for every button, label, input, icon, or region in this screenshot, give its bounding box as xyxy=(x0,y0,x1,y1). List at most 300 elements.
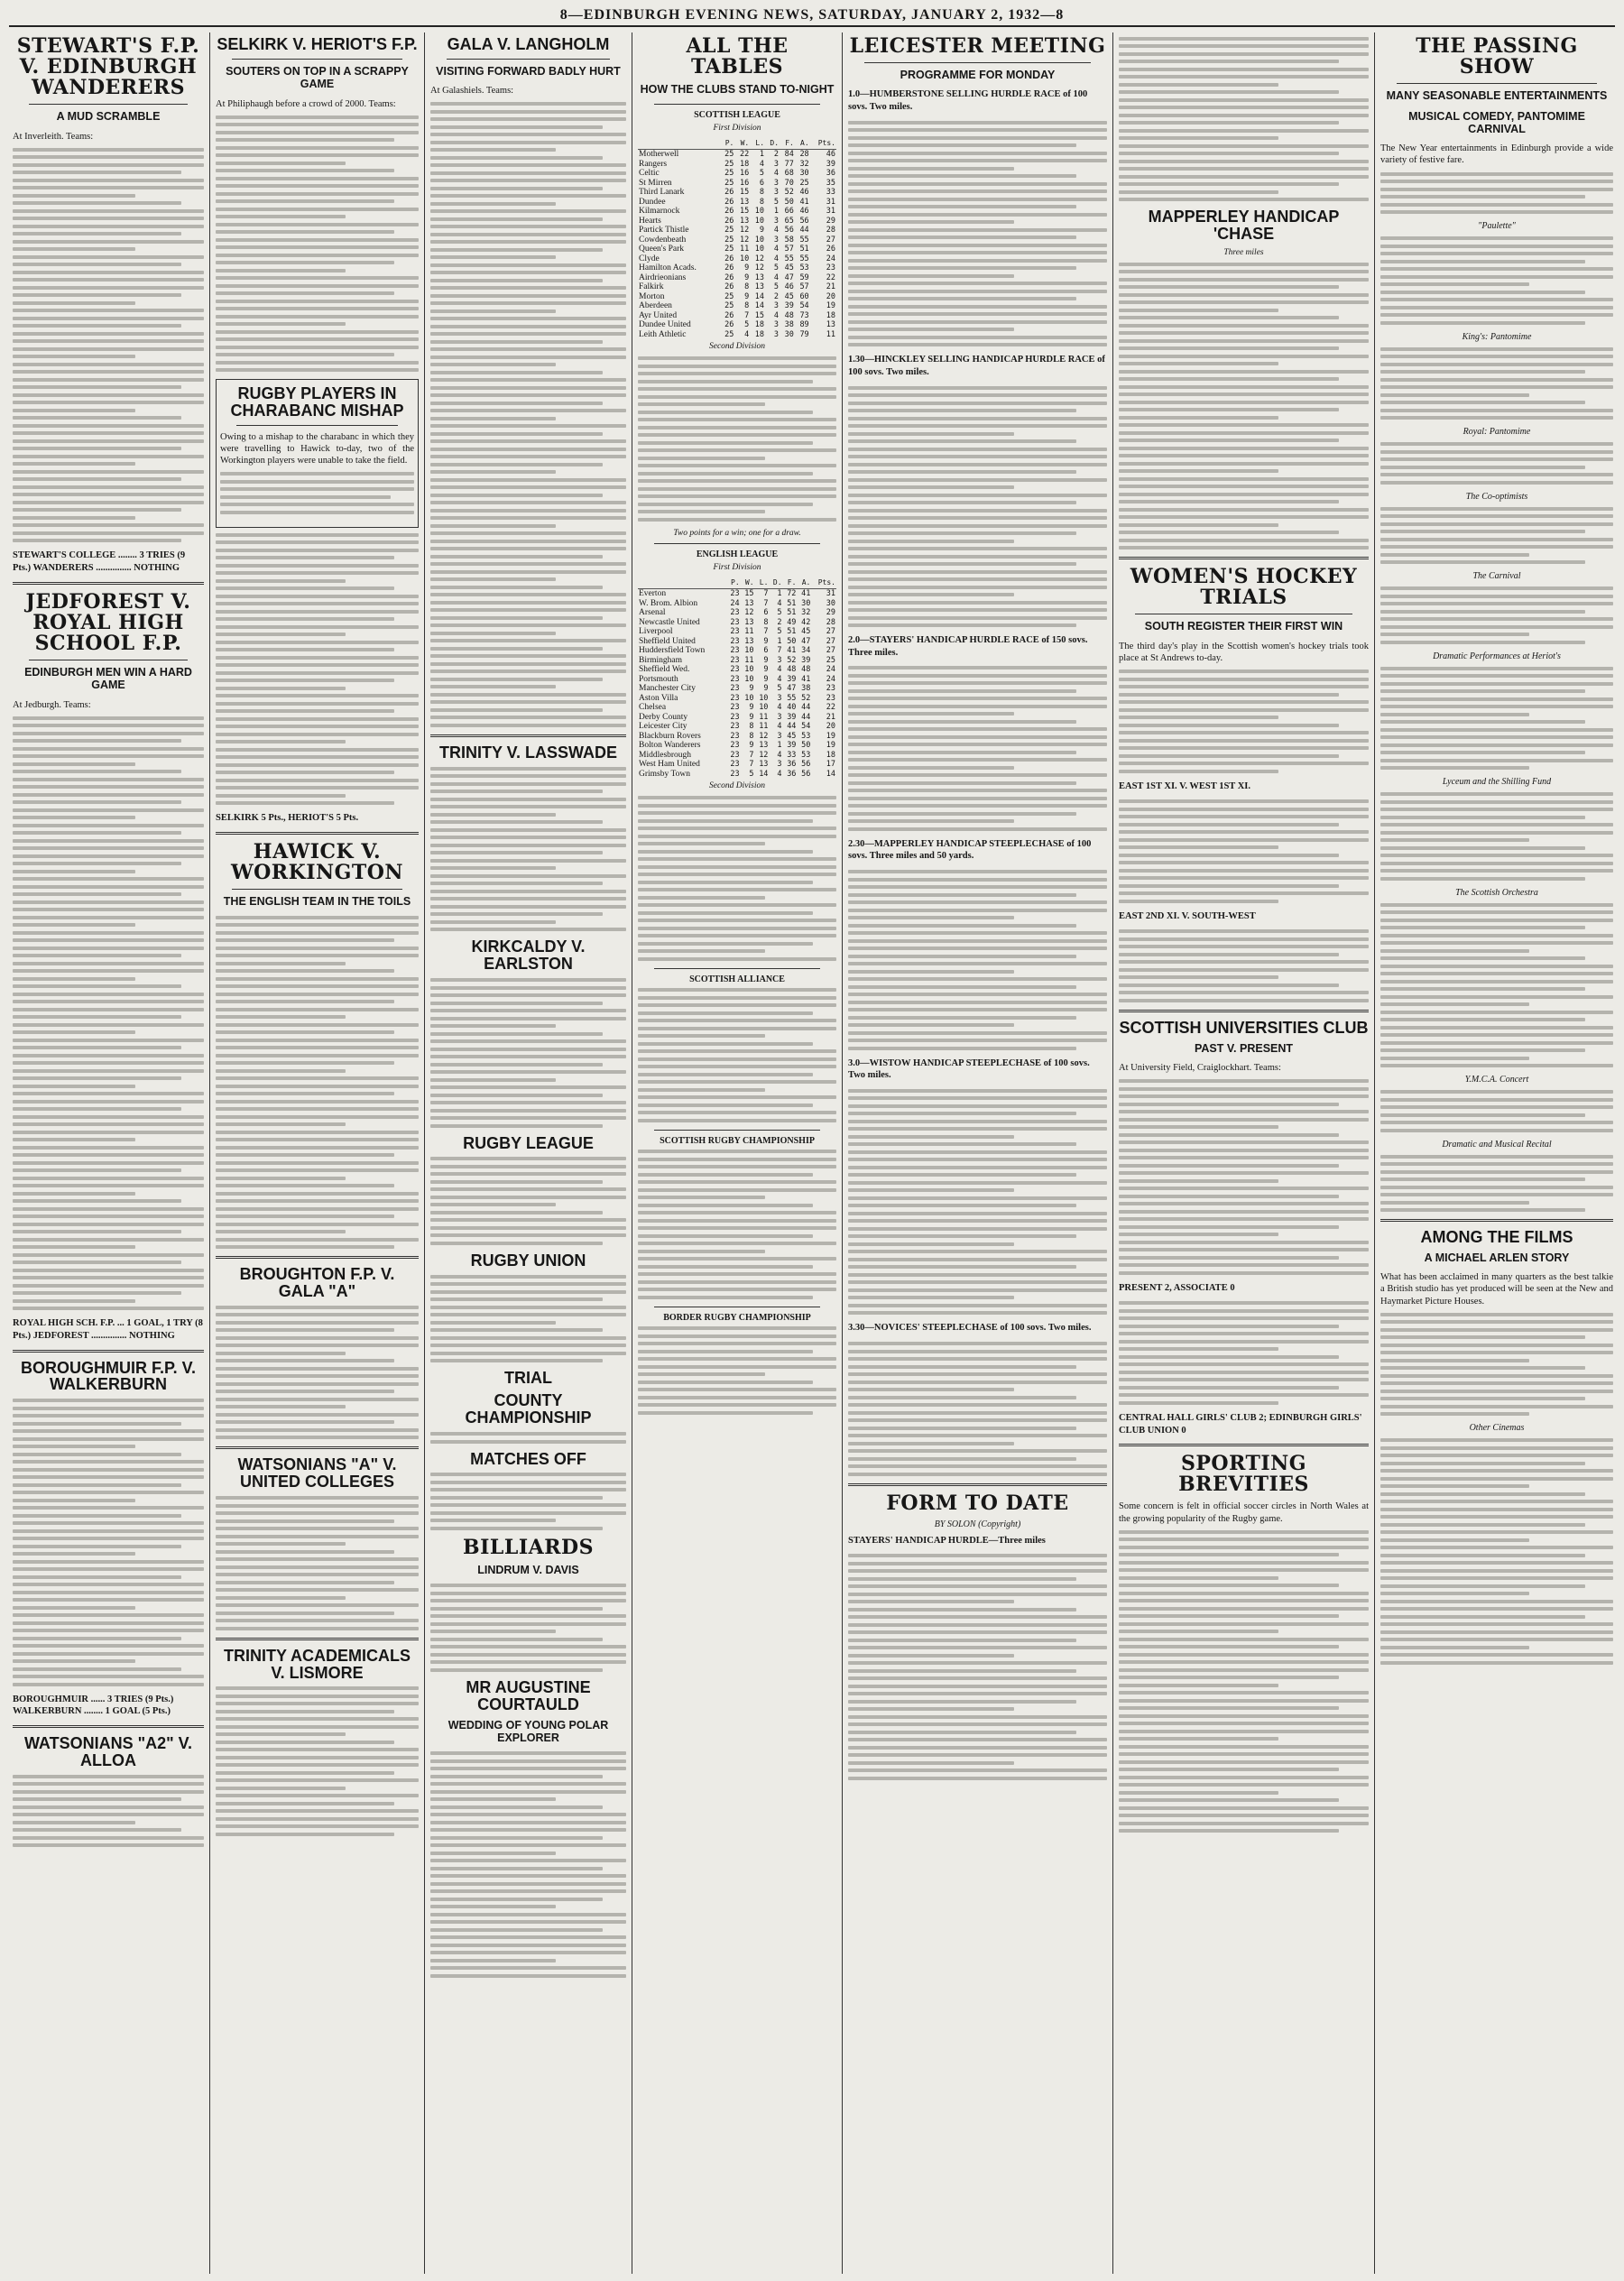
text-line-placeholder xyxy=(848,955,1076,958)
text-line-placeholder xyxy=(848,1442,1014,1445)
text-line-placeholder xyxy=(430,1242,603,1245)
text-line-placeholder xyxy=(1119,1094,1369,1098)
text-line-placeholder xyxy=(1380,1538,1529,1542)
text-line-placeholder xyxy=(848,386,1107,390)
text-line-placeholder xyxy=(216,1367,419,1371)
text-line-placeholder xyxy=(1119,1171,1369,1175)
text-line-placeholder xyxy=(638,1411,813,1415)
text-line-placeholder xyxy=(13,1092,204,1095)
text-line-placeholder xyxy=(848,1342,1107,1345)
table-cell: 9 xyxy=(749,684,754,694)
text-line-placeholder xyxy=(638,1119,836,1122)
text-line-placeholder xyxy=(848,1449,1107,1453)
text-line-placeholder xyxy=(216,648,394,651)
text-line-placeholder xyxy=(430,1496,603,1500)
text-line-placeholder xyxy=(1119,1179,1278,1183)
text-line-placeholder xyxy=(1119,1630,1278,1633)
text-line-placeholder xyxy=(430,470,556,474)
team-name: Liverpool xyxy=(639,627,673,637)
text-line-placeholder xyxy=(1119,508,1369,512)
text-line-placeholder xyxy=(216,1809,419,1813)
table-cell: 24 xyxy=(826,674,835,684)
text-line-placeholder xyxy=(1119,300,1369,304)
boxed-notice xyxy=(216,379,419,528)
text-line-placeholder xyxy=(1380,545,1613,549)
text-line-placeholder xyxy=(430,1290,626,1294)
text-line-placeholder xyxy=(216,977,419,981)
table-cell: 53 xyxy=(799,263,809,273)
text-line-placeholder xyxy=(1119,1079,1369,1083)
text-line-placeholder xyxy=(216,1748,419,1751)
text-line-placeholder xyxy=(638,426,836,429)
text-line-placeholder xyxy=(13,1782,204,1786)
table-row xyxy=(638,751,836,761)
text-line-placeholder xyxy=(848,1089,1107,1093)
text-line-placeholder xyxy=(430,248,603,252)
text-line-placeholder xyxy=(1380,965,1613,968)
text-line-placeholder xyxy=(848,931,1107,935)
text-line-placeholder xyxy=(216,1313,419,1316)
text-line-placeholder xyxy=(216,1000,394,1003)
text-line-placeholder xyxy=(13,1545,181,1548)
text-line-placeholder xyxy=(848,885,1107,889)
table-cell: 8 xyxy=(749,722,754,732)
table-cell: 47 xyxy=(784,272,794,282)
table-cell: 9 xyxy=(749,703,754,713)
text-line-placeholder xyxy=(216,1061,394,1065)
headline-rugby-league: RUGBY LEAGUE xyxy=(463,1133,594,1152)
table-cell: 26 xyxy=(724,207,734,217)
table-cell: 45 xyxy=(787,731,797,741)
text-line-placeholder xyxy=(430,993,626,997)
text-line-placeholder xyxy=(216,763,419,767)
table-cell: 45 xyxy=(784,263,794,273)
article-body-placeholder xyxy=(430,1751,626,1978)
table-cell: 2 xyxy=(773,150,780,160)
text-line-placeholder xyxy=(638,957,836,961)
article-body-placeholder xyxy=(216,115,419,373)
text-line-placeholder xyxy=(848,962,1107,965)
text-line-placeholder xyxy=(430,1751,626,1755)
team-name: Falkirk xyxy=(639,282,664,292)
text-line-placeholder xyxy=(848,1427,1076,1430)
results-placeholder xyxy=(430,1275,626,1363)
text-line-placeholder xyxy=(1119,370,1369,374)
text-line-placeholder xyxy=(430,1797,556,1801)
text-line-placeholder xyxy=(1380,1381,1613,1385)
text-line-placeholder xyxy=(216,300,419,303)
team-name: Grimsby Town xyxy=(639,769,690,779)
table-cell: 25 xyxy=(724,301,734,311)
text-line-placeholder xyxy=(1119,309,1278,312)
text-line-placeholder xyxy=(1380,586,1613,590)
table-cell: 23 xyxy=(826,693,835,703)
subhead-programme: PROGRAMME FOR MONDAY xyxy=(900,69,1056,82)
text-line-placeholder xyxy=(430,1297,603,1301)
headline-sporting-brevities: SPORTING BREVITIES xyxy=(1178,1452,1309,1497)
text-line-placeholder xyxy=(1380,1041,1613,1045)
text-line-placeholder xyxy=(216,1619,419,1622)
table-cell: 68 xyxy=(784,169,794,179)
table-cell: 52 xyxy=(787,655,797,665)
table-cell: 31 xyxy=(826,589,835,599)
text-line-placeholder xyxy=(848,1135,1014,1139)
text-line-placeholder xyxy=(430,356,626,359)
text-line-placeholder xyxy=(1380,245,1613,248)
table-row xyxy=(638,618,836,628)
text-line-placeholder xyxy=(430,1836,603,1840)
text-line-placeholder xyxy=(848,977,1107,981)
text-line-placeholder xyxy=(1380,282,1529,286)
text-line-placeholder xyxy=(13,1107,181,1111)
text-line-placeholder xyxy=(1119,37,1369,41)
text-line-placeholder xyxy=(13,1146,204,1150)
table-cell: 7 xyxy=(763,589,769,599)
text-line-placeholder xyxy=(13,747,204,751)
text-line-placeholder xyxy=(1119,1768,1339,1771)
text-line-placeholder xyxy=(1119,731,1369,734)
text-line-placeholder xyxy=(848,1388,1014,1391)
text-line-placeholder xyxy=(13,1269,204,1272)
text-line-placeholder xyxy=(1380,321,1585,325)
text-line-placeholder xyxy=(1380,1313,1613,1316)
text-line-placeholder xyxy=(638,494,836,498)
table-cell: 1 xyxy=(777,589,782,599)
headline-billiards: BILLIARDS xyxy=(463,1535,594,1559)
text-line-placeholder xyxy=(216,1817,419,1821)
article-body-placeholder xyxy=(216,916,419,1250)
text-line-placeholder xyxy=(848,1661,1107,1665)
text-line-placeholder xyxy=(13,1054,204,1057)
match-result: CENTRAL HALL GIRLS' CLUB 2; EDINBURGH GIRLS' CLUB UNION 0 xyxy=(1119,1412,1362,1436)
table-row xyxy=(638,273,836,283)
text-line-placeholder xyxy=(1380,816,1585,819)
text-line-placeholder xyxy=(1119,1791,1278,1795)
text-line-placeholder xyxy=(216,1076,419,1080)
team-name: Newcastle United xyxy=(639,617,700,627)
text-line-placeholder xyxy=(216,1214,394,1218)
team-name: W. Brom. Albion xyxy=(639,598,698,608)
text-line-placeholder xyxy=(13,1276,204,1279)
text-line-placeholder xyxy=(13,1399,204,1402)
table-cell: 23 xyxy=(730,674,740,684)
text-line-placeholder xyxy=(1380,980,1613,984)
article-body-placeholder xyxy=(430,102,626,727)
text-line-placeholder xyxy=(430,767,626,771)
text-line-placeholder xyxy=(1119,1584,1339,1587)
table-row xyxy=(638,627,836,637)
text-line-placeholder xyxy=(1119,968,1369,972)
division-label: First Division xyxy=(713,562,761,572)
text-line-placeholder xyxy=(216,694,419,697)
text-line-placeholder xyxy=(848,402,1107,405)
text-line-placeholder xyxy=(1380,1592,1529,1595)
text-line-placeholder xyxy=(13,355,135,358)
text-line-placeholder xyxy=(1380,1002,1529,1006)
text-line-placeholder xyxy=(430,601,626,605)
text-line-placeholder xyxy=(216,1374,419,1378)
text-line-placeholder xyxy=(638,1381,813,1384)
table-cell: 7 xyxy=(763,627,769,637)
text-line-placeholder xyxy=(848,228,1107,232)
text-line-placeholder xyxy=(1119,346,1339,350)
text-line-placeholder xyxy=(1119,44,1369,48)
text-line-placeholder xyxy=(848,735,1107,739)
table-cell: 5 xyxy=(773,282,780,292)
text-line-placeholder xyxy=(216,254,419,257)
table-cell: 39 xyxy=(787,741,797,751)
text-line-placeholder xyxy=(848,1227,1107,1231)
table-cell: 23 xyxy=(730,741,740,751)
text-line-placeholder xyxy=(1119,270,1369,273)
table-cell: 34 xyxy=(801,646,811,656)
text-line-placeholder xyxy=(638,1180,836,1184)
text-line-placeholder xyxy=(1380,1090,1613,1094)
table-header-cell xyxy=(638,138,720,150)
text-line-placeholder xyxy=(216,1686,419,1690)
text-line-placeholder xyxy=(430,920,556,924)
text-line-placeholder xyxy=(430,828,626,832)
headline-leicester-meeting: LEICESTER MEETING xyxy=(849,34,1106,58)
race-heading: 1.0—HUMBERSTONE SELLING HURDLE RACE of 100 sovs. Two miles. xyxy=(848,89,1088,113)
text-line-placeholder xyxy=(638,1334,836,1338)
text-line-placeholder xyxy=(13,470,204,474)
text-line-placeholder xyxy=(430,1852,556,1855)
text-line-placeholder xyxy=(13,1299,135,1303)
text-line-placeholder xyxy=(848,235,1076,239)
text-line-placeholder xyxy=(848,1288,1107,1292)
table-cell: 5 xyxy=(773,263,780,273)
table-cell: 9 xyxy=(749,712,754,722)
text-line-placeholder xyxy=(13,378,204,382)
text-line-placeholder xyxy=(1119,693,1339,697)
text-line-placeholder xyxy=(430,1775,603,1778)
text-line-placeholder xyxy=(216,131,419,134)
table-placeholder xyxy=(638,1150,836,1299)
table-row xyxy=(638,694,836,704)
table-row xyxy=(638,263,836,273)
table-cell: 51 xyxy=(787,598,797,608)
text-line-placeholder xyxy=(1119,876,1369,880)
text-line-placeholder xyxy=(13,485,204,489)
text-line-placeholder xyxy=(216,938,394,942)
table-cell: 28 xyxy=(826,226,835,235)
table-cell: 9 xyxy=(763,655,769,665)
text-line-placeholder xyxy=(638,1165,836,1168)
table-cell: 79 xyxy=(799,329,809,339)
text-line-placeholder xyxy=(638,457,765,460)
text-line-placeholder xyxy=(1380,1515,1613,1519)
text-line-placeholder xyxy=(216,1230,346,1233)
table-cell: 4 xyxy=(777,722,782,732)
text-line-placeholder xyxy=(430,102,626,106)
headline-gala-langholm: GALA V. LANGHOLM xyxy=(447,35,610,53)
byline: BY SOLON (Copyright) xyxy=(934,1519,1021,1529)
text-line-placeholder xyxy=(1119,1760,1369,1764)
text-line-placeholder xyxy=(216,1550,394,1554)
table-cell: 39 xyxy=(801,655,811,665)
text-line-placeholder xyxy=(430,402,603,405)
table-cell: 3 xyxy=(777,760,782,770)
text-line-placeholder xyxy=(1119,960,1369,964)
text-line-placeholder xyxy=(1380,766,1529,770)
article-body-placeholder xyxy=(1119,1301,1369,1405)
text-line-placeholder xyxy=(216,1496,419,1500)
table-cell: 25 xyxy=(724,159,734,169)
text-line-placeholder xyxy=(1119,1737,1278,1741)
text-line-placeholder xyxy=(216,916,419,919)
text-line-placeholder xyxy=(1119,1355,1339,1359)
text-line-placeholder xyxy=(1119,1340,1369,1344)
table-cell: 27 xyxy=(826,235,835,245)
text-line-placeholder xyxy=(430,897,626,900)
text-line-placeholder xyxy=(216,556,394,559)
table-cell: 3 xyxy=(773,188,780,198)
text-line-placeholder xyxy=(638,395,836,399)
text-line-placeholder xyxy=(430,217,603,221)
text-line-placeholder xyxy=(430,1584,626,1587)
text-line-placeholder xyxy=(13,401,204,404)
text-line-placeholder xyxy=(13,732,204,735)
text-line-placeholder xyxy=(216,984,419,988)
text-line-placeholder xyxy=(638,1326,836,1330)
text-line-placeholder xyxy=(638,873,836,876)
table-row xyxy=(638,160,836,170)
text-line-placeholder xyxy=(430,1660,626,1664)
text-line-placeholder xyxy=(430,1951,626,1954)
text-line-placeholder xyxy=(1119,377,1339,381)
text-line-placeholder xyxy=(848,1273,1107,1277)
text-line-placeholder xyxy=(430,905,626,909)
text-line-placeholder xyxy=(1380,956,1585,960)
text-line-placeholder xyxy=(216,1168,419,1172)
text-line-placeholder xyxy=(13,508,181,512)
subhead-edinburgh-men: EDINBURGH MEN WIN A HARD GAME xyxy=(24,665,192,692)
article-body-placeholder xyxy=(216,1306,419,1440)
text-line-placeholder xyxy=(1119,1614,1339,1618)
article-lead: The third day's play in the Scottish women's hockey trials took place at St Andrews to-day. xyxy=(1119,641,1369,663)
team-name: Clyde xyxy=(639,254,660,263)
table-cell: 19 xyxy=(826,741,835,751)
text-line-placeholder xyxy=(13,1591,204,1594)
race-heading: STAYERS' HANDICAP HURDLE—Three miles xyxy=(848,1535,1046,1546)
team-name: Dundee xyxy=(639,197,666,207)
text-line-placeholder xyxy=(430,1124,603,1128)
text-line-placeholder xyxy=(216,1107,419,1111)
text-line-placeholder xyxy=(848,1554,1107,1557)
text-line-placeholder xyxy=(216,1054,419,1057)
text-line-placeholder xyxy=(430,1813,626,1816)
table-cell: 26 xyxy=(826,245,835,254)
text-line-placeholder xyxy=(638,903,836,907)
text-line-placeholder xyxy=(848,766,1014,770)
table-cell: 23 xyxy=(730,769,740,779)
text-line-placeholder xyxy=(220,511,414,514)
text-line-placeholder xyxy=(1119,808,1369,811)
text-line-placeholder xyxy=(430,1630,556,1633)
text-line-placeholder xyxy=(430,790,603,793)
section-scottish-league: SCOTTISH LEAGUE xyxy=(694,109,780,120)
text-line-placeholder xyxy=(1380,1098,1613,1102)
text-line-placeholder xyxy=(1380,625,1613,629)
form-placeholder xyxy=(848,1554,1107,1780)
text-line-placeholder xyxy=(638,857,836,861)
text-line-placeholder xyxy=(13,225,204,228)
table-header-cell: Pts. xyxy=(811,577,836,589)
text-line-placeholder xyxy=(430,417,556,420)
race-heading: 3.0—WISTOW HANDICAP STEEPLECHASE of 100 sovs. Two miles. xyxy=(848,1057,1090,1081)
match-result: SELKIRK 5 Pts., HERIOT'S 5 Pts. xyxy=(216,813,359,824)
team-name: Blackburn Rovers xyxy=(639,731,701,741)
text-line-placeholder xyxy=(430,647,603,651)
table-cell: 3 xyxy=(773,301,780,311)
text-line-placeholder xyxy=(1380,1477,1613,1481)
text-line-placeholder xyxy=(13,263,181,266)
text-line-placeholder xyxy=(1119,716,1278,719)
table-cell: 55 xyxy=(799,235,809,245)
table-cell: 8 xyxy=(763,617,769,627)
text-line-placeholder xyxy=(638,1372,765,1376)
text-line-placeholder xyxy=(638,433,836,437)
table-cell: 14 xyxy=(754,301,765,311)
text-line-placeholder xyxy=(1380,705,1613,708)
text-line-placeholder xyxy=(430,1668,603,1672)
text-line-placeholder xyxy=(848,900,1107,904)
table-cell: 13 xyxy=(744,636,754,646)
text-line-placeholder xyxy=(638,988,836,992)
text-line-placeholder xyxy=(848,205,1076,208)
text-line-placeholder xyxy=(216,230,394,234)
text-line-placeholder xyxy=(1380,910,1613,914)
text-line-placeholder xyxy=(638,1242,836,1245)
english-div1-table xyxy=(638,577,836,780)
text-line-placeholder xyxy=(430,1519,556,1522)
entries-placeholder xyxy=(848,666,1107,831)
text-line-placeholder xyxy=(1380,1484,1529,1488)
text-line-placeholder xyxy=(216,1695,419,1698)
divider xyxy=(236,425,398,426)
table-cell: 56 xyxy=(801,769,811,779)
text-line-placeholder xyxy=(216,1627,419,1630)
text-line-placeholder xyxy=(638,1219,836,1223)
table-cell: 15 xyxy=(754,310,765,320)
text-line-placeholder xyxy=(430,117,626,121)
text-line-placeholder xyxy=(1119,1814,1369,1817)
table-cell: 13 xyxy=(739,216,750,226)
table-cell: 5 xyxy=(744,320,750,330)
text-line-placeholder xyxy=(848,1746,1107,1750)
text-line-placeholder xyxy=(848,174,1076,178)
text-line-placeholder xyxy=(638,927,836,930)
table-cell: 23 xyxy=(730,712,740,722)
text-line-placeholder xyxy=(1380,926,1585,929)
text-line-placeholder xyxy=(638,865,836,869)
table-cell: 19 xyxy=(826,731,835,741)
article-body-placeholder xyxy=(1380,903,1613,1068)
text-line-placeholder xyxy=(1119,477,1369,481)
table-placeholder xyxy=(638,988,836,1122)
table-header-cell: W. xyxy=(734,138,750,150)
text-line-placeholder xyxy=(1119,999,1369,1002)
text-line-placeholder xyxy=(13,1514,181,1518)
table-cell: 1 xyxy=(777,636,782,646)
text-line-placeholder xyxy=(13,462,135,466)
text-line-placeholder xyxy=(430,455,626,458)
table-cell: 72 xyxy=(787,589,797,599)
table-cell: 4 xyxy=(773,245,780,254)
divider xyxy=(654,104,820,105)
article-body-placeholder xyxy=(1380,1438,1613,1665)
